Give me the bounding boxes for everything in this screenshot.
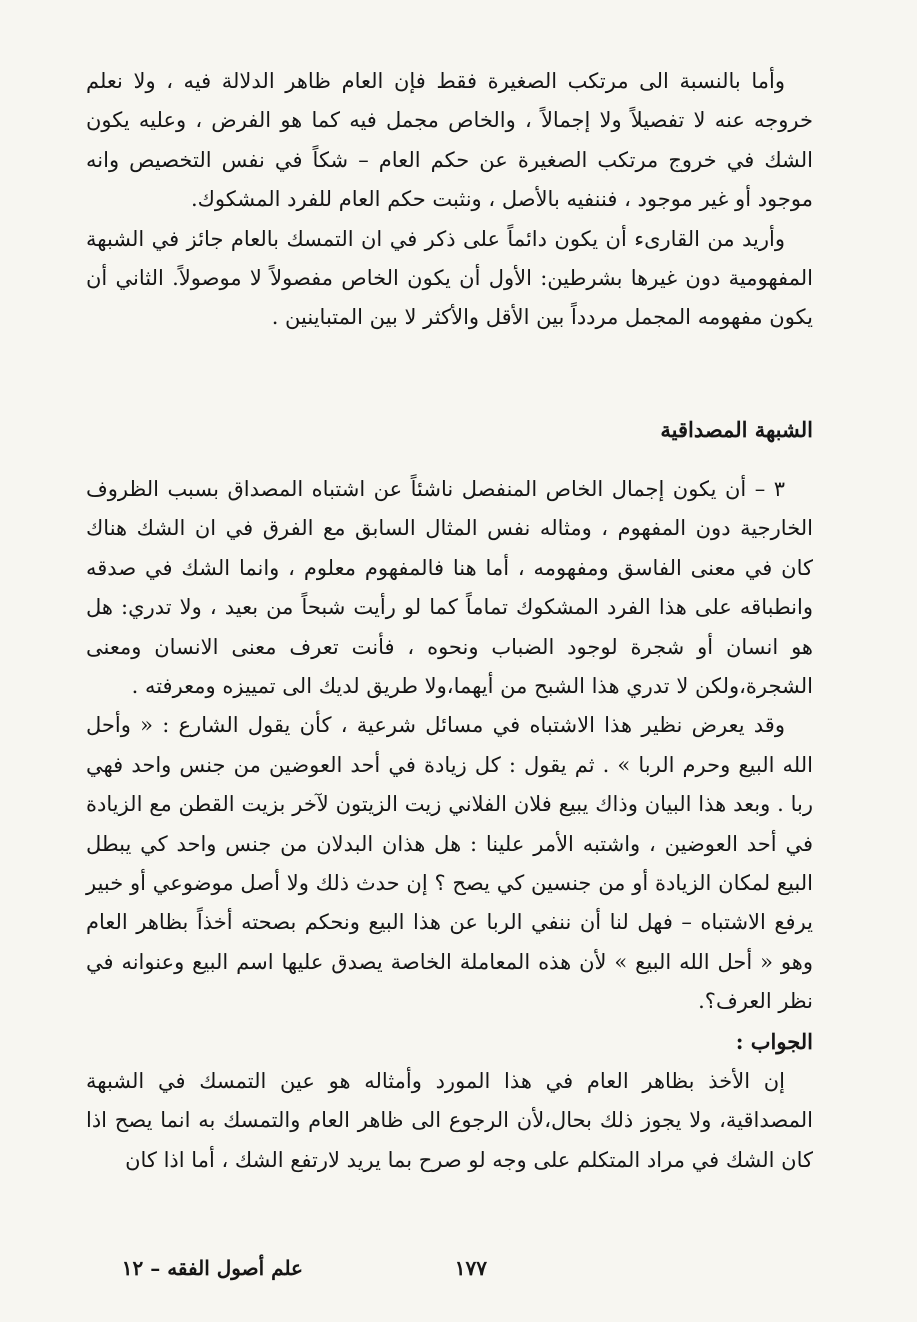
page-footer [86, 1256, 813, 1286]
paragraph: إن الأخذ بظاهر العام في هذا المورد وأمثاله هو عين التمسك في الشبهة المصداقية، ولا يجوز ذلك بحال،لأن الرجوع الى ظاهر العام والتمسك به انما يصح اذا كان الشك في مراد المتكلم على وجه لو صرح بما يريد لارتفع الشك ، أما اذا كان [86, 1068, 813, 1172]
paragraph: وقد يعرض نظير هذا الاشتباه في مسائل شرعية ، كأن يقول الشارع : « وأحل الله البيع وحرم الربا » . ثم يقول : كل زيادة في أحد العوضين من جنس واحد فهي ربا . وبعد هذا البيان وذاك يبيع فلان الفلاني زيت الزيتون لآخر بزيت القطن مع الزيادة في أحد العوضين ، واشتبه الأمر علينا : هل هذان البدلان من جنس واحد كي يبطل البيع لمكان الزيادة أو من جنسين كي يصح ؟ إن حدث ذلك ولا أصل موضوعي أو خبير يرفع الاشتباه – فهل لنا أن ننفي الربا عن هذا البيع ونحكم بصحته أخذاً بظاهر العام وهو « أحل الله البيع » لأن هذه المعاملة الخاصة يصدق عليها اسم البيع وعنوانه في نظر العرف؟. [86, 713, 813, 1014]
paragraph: ٣ – أن يكون إجمال الخاص المنفصل ناشئاً عن اشتباه المصداق بسبب الظروف الخارجية دون المفهوم ، ومثاله نفس المثال السابق مع الفرق في ان الشك هناك كان في معنى الفاسق ومفهومه ، أما هنا فالمفهوم معلوم ، وانما الشك في صدقه وانطباقه على هذا الفرد المشكوك تماماً كما لو رأيت شبحاً من بعيد ، ولا تدري: هل هو انسان أو شجرة لوجود الضباب ونحوه ، فأنت تعرف معنى الانسان ومعنى الشجرة،ولكن لا تدري هذا الشبح من أيهما،ولا طريق لديك الى تمييزه ومعرفته . [86, 477, 813, 699]
top-text-block [86, 62, 813, 338]
paragraph: وأريد من القارىء أن يكون دائماً على ذكر في ان التمسك بالعام جائز في الشبهة المفهومية دون غيرها بشرطين: الأول أن يكون الخاص مفصولاً لا موصولاً. الثاني أن يكون مفهومه المجمل مردداً بين الأقل والأكثر لا بين المتباينين . [86, 226, 813, 330]
section-heading: الشبهة المصداقية [660, 417, 813, 442]
section-text-block [86, 470, 813, 1180]
paragraph: وأما بالنسبة الى مرتكب الصغيرة فقط فإن العام ظاهر الدلالة فيه ، ولا نعلم خروجه عنه لا تفصيلاً ولا إجمالاً ، والخاص مجمل فيه كما هو الفرض ، وعليه يكون الشك في خروج مرتكب الصغيرة عن حكم العام – شكاً في نفس التخصيص وانه موجود أو غير موجود ، فننفيه بالأصل ، ونثبت حكم العام للفرد المشكوك. [86, 69, 813, 212]
answer-label: الجواب : [735, 1028, 813, 1054]
page-number: ١٧٧ [454, 1256, 487, 1280]
book-title: علم أصول الفقه – ١٢ [121, 1256, 303, 1280]
